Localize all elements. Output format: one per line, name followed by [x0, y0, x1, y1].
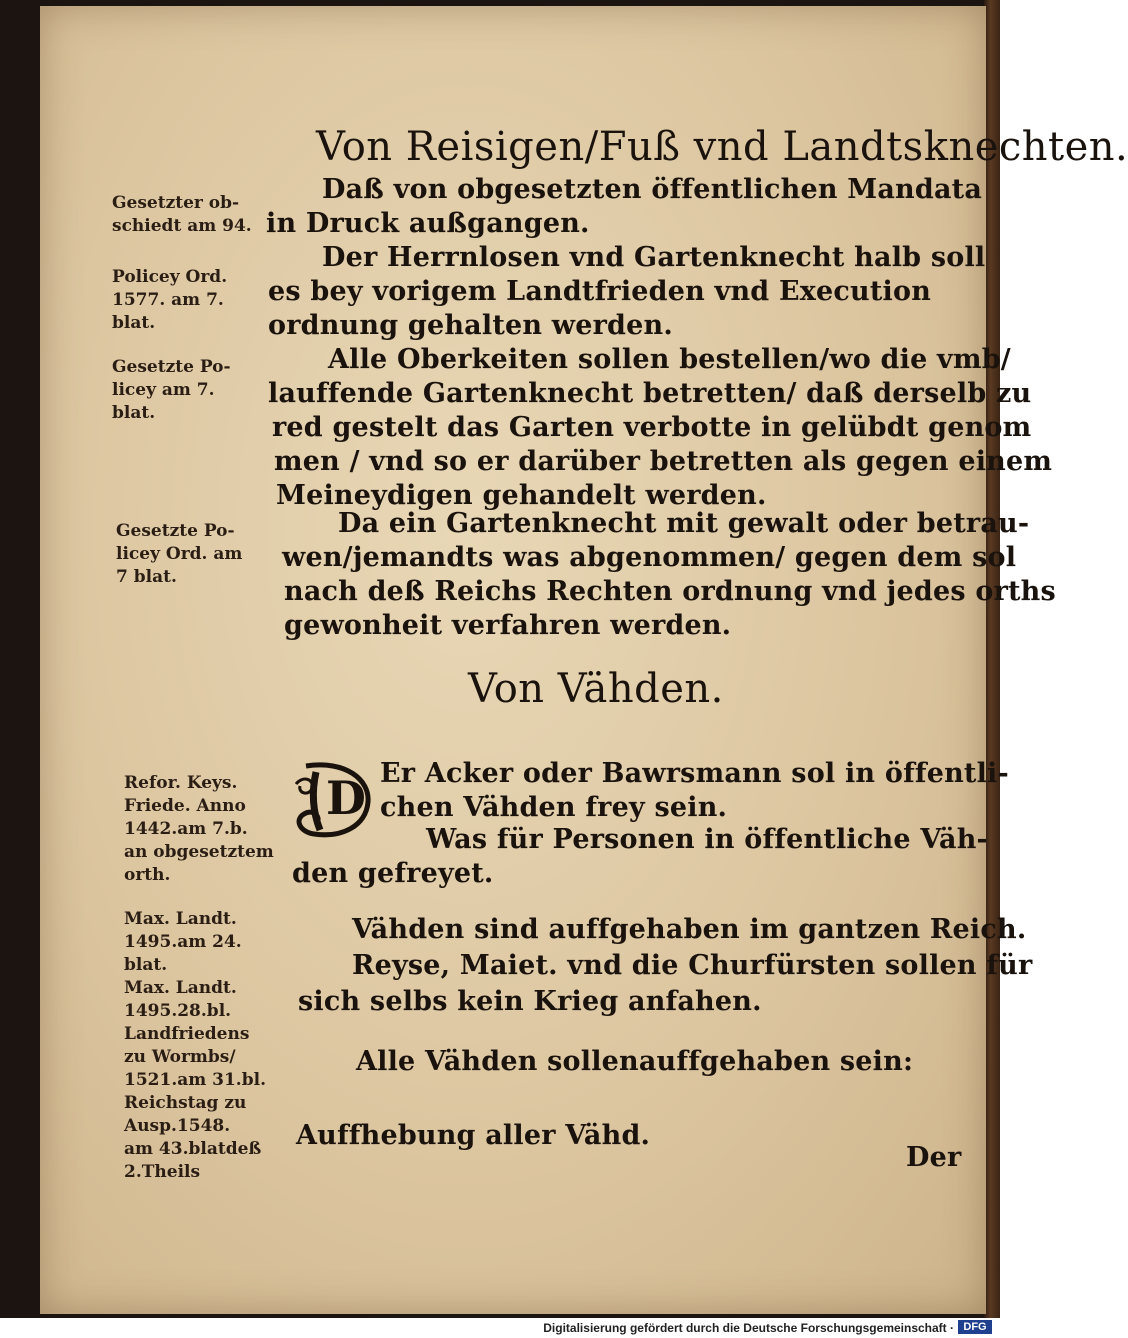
margin-note-line: blat.: [112, 403, 156, 423]
margin-note-line: am 43.blatdeß: [124, 1139, 262, 1159]
text-line: Meineydigen gehandelt werden.: [276, 480, 767, 511]
margin-note-line: 2.Theils: [124, 1162, 201, 1182]
margin-note-line: 7 blat.: [116, 567, 177, 587]
text-line: gewonheit verfahren werden.: [284, 610, 732, 641]
footer-credit: Digitalisierung gefördert durch die Deutsche Forschungsgemeinschaft ·: [543, 1321, 954, 1335]
text-line: men / vnd so er darüber betretten als gegen einem: [274, 446, 1053, 477]
margin-note-line: Ausp.1548.: [124, 1116, 231, 1136]
margin-note: [112, 192, 252, 238]
text-line: chen Vähden frey sein.: [380, 792, 728, 823]
text-line: Daß von obgesetzten öffentlichen Mandata: [322, 174, 983, 205]
text-line: Da ein Gartenknecht mit gewalt oder betrau-: [338, 508, 1030, 539]
catchword: Der: [906, 1142, 962, 1173]
margin-note-line: 1495.28.bl.: [124, 1001, 232, 1021]
margin-note-line: Max. Landt.: [124, 909, 237, 929]
margin-note-line: 1442.am 7.b.: [124, 819, 248, 839]
margin-note: [116, 520, 242, 589]
text-line: Vähden sind auffgehaben im gantzen Reich.: [352, 914, 1027, 945]
dfg-logo: DFG: [958, 1320, 992, 1334]
margin-note: [112, 266, 227, 335]
text-line: Alle Vähden sollenauffgehaben sein:: [356, 1046, 914, 1077]
margin-note-line: Max. Landt.: [124, 978, 237, 998]
margin-note-line: an obgesetztem: [124, 842, 274, 862]
margin-note-line: Landfriedens: [124, 1024, 250, 1044]
book-page: [40, 6, 1128, 1314]
margin-note-line: orth.: [124, 865, 171, 885]
margin-note-line: Refor. Keys.: [124, 773, 238, 793]
text-line: wen/jemandts was abgenommen/ gegen dem sol: [282, 542, 1017, 573]
text-line: lauffende Gartenknecht betretten/ daß derselb zu: [268, 378, 1032, 409]
heading-vaehden: Von Vähden.: [468, 666, 724, 712]
margin-note: [124, 772, 274, 887]
text-line: in Druck außgangen.: [266, 208, 590, 239]
margin-note-line: 1577. am 7.: [112, 290, 224, 310]
margin-note-line: 1495.am 24.: [124, 932, 242, 952]
margin-note: [112, 356, 231, 425]
decorated-initial: [286, 754, 376, 844]
text-line: es bey vorigem Landtfrieden vnd Execution: [268, 276, 932, 307]
text-line: Der Herrnlosen vnd Gartenknecht halb soll: [322, 242, 986, 273]
margin-note-line: Gesetzte Po-: [116, 521, 235, 541]
margin-note-line: Gesetzte Po-: [112, 357, 231, 377]
margin-note-line: 1521.am 31.bl.: [124, 1070, 266, 1090]
margin-note-line: zu Wormbs/: [124, 1047, 236, 1067]
margin-note-line: licey am 7.: [112, 380, 215, 400]
text-line: nach deß Reichs Rechten ordnung vnd jedes orths: [284, 576, 1056, 607]
text-line: Alle Oberkeiten sollen bestellen/wo die vmb/: [328, 344, 1011, 375]
text-line: ordnung gehalten werden.: [268, 310, 673, 341]
margin-note-line: Policey Ord.: [112, 267, 228, 287]
text-line: den gefreyet.: [292, 858, 494, 889]
book-binding-edge: [984, 0, 1000, 1318]
text-line: Auffhebung aller Vähd.: [296, 1120, 651, 1151]
margin-note-line: licey Ord. am: [116, 544, 243, 564]
text-line: sich selbs kein Krieg anfahen.: [298, 986, 762, 1017]
margin-note-line: Friede. Anno: [124, 796, 246, 816]
initial-letter: D: [326, 771, 366, 825]
margin-note-line: blat.: [112, 313, 156, 333]
margin-note-line: blat.: [124, 955, 168, 975]
margin-note-line: Gesetzter ob-: [112, 193, 240, 213]
margin-note-line: schiedt am 94.: [112, 216, 252, 236]
text-line: Was für Personen in öffentliche Väh-: [426, 824, 988, 855]
text-line: red gestelt das Garten verbotte in gelübdt genom: [272, 412, 1032, 443]
margin-note-line: Reichstag zu: [124, 1093, 247, 1113]
initial-flourish: [286, 754, 376, 844]
text-line: Reyse, Maiet. vnd die Churfürsten sollen für: [352, 950, 1033, 981]
margin-note: [124, 908, 266, 1184]
text-line: Er Acker oder Bawrsmann sol in öffentli-: [380, 758, 1009, 789]
heading-reisigen: Von Reisigen/Fuß vnd Landtsknechten.: [316, 124, 1128, 170]
